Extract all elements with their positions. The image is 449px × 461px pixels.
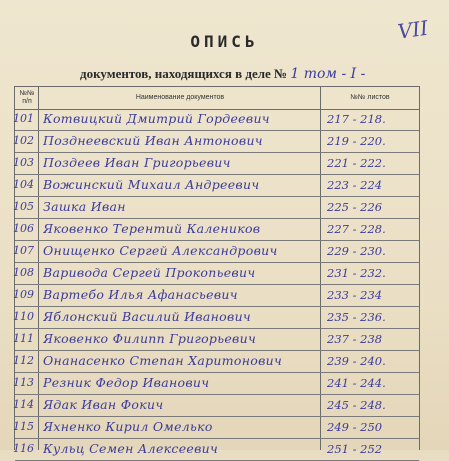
row-pages: 225 - 226 bbox=[327, 200, 383, 214]
row-number: 112 bbox=[13, 354, 34, 367]
subtitle-prefix: документов, находящихся в деле № bbox=[80, 66, 288, 81]
row-name: Варивода Сергей Прокопьевич bbox=[43, 265, 256, 280]
row-name: Онищенко Сергей Александрович bbox=[43, 243, 278, 258]
header-name: Наименование документов bbox=[135, 94, 225, 101]
row-number: 102 bbox=[13, 134, 34, 147]
table-row bbox=[15, 417, 419, 439]
table-row bbox=[15, 395, 419, 417]
row-pages: 249 - 250 bbox=[327, 420, 383, 434]
row-number: 114 bbox=[13, 398, 34, 411]
row-number: 101 bbox=[13, 112, 34, 125]
row-name: Котвицкий Дмитрий Гордеевич bbox=[43, 111, 270, 126]
row-pages: 235 - 236. bbox=[327, 310, 386, 324]
table-row bbox=[15, 351, 419, 373]
row-name: Яхненко Кирил Омелько bbox=[43, 419, 213, 434]
table-row bbox=[15, 263, 419, 285]
header-pages: №№ листов bbox=[350, 94, 390, 101]
row-pages: 245 - 248. bbox=[327, 398, 386, 412]
row-number: 104 bbox=[13, 178, 34, 191]
table-row bbox=[15, 109, 419, 131]
table-row bbox=[15, 219, 419, 241]
row-pages: 223 - 224 bbox=[327, 178, 383, 192]
row-name: Вартебо Илья Афанасьевич bbox=[43, 287, 238, 302]
row-number: 107 bbox=[13, 244, 34, 257]
row-name: Кульц Семен Алексеевич bbox=[43, 441, 219, 456]
table-header bbox=[15, 86, 419, 110]
row-pages: 241 - 244. bbox=[327, 376, 386, 390]
row-number: 109 bbox=[13, 288, 34, 301]
row-name: Зашка Иван bbox=[43, 199, 126, 214]
row-pages: 221 - 222. bbox=[327, 156, 386, 170]
row-name: Яковенко Терентий Калеников bbox=[43, 221, 261, 236]
corner-mark: VII bbox=[396, 15, 430, 44]
table-row bbox=[15, 307, 419, 329]
row-name: Яблонский Василий Иванович bbox=[43, 309, 251, 324]
table-row bbox=[15, 329, 419, 351]
subtitle bbox=[80, 66, 365, 82]
row-number: 105 bbox=[13, 200, 34, 213]
row-number: 108 bbox=[13, 266, 34, 279]
table-row bbox=[15, 285, 419, 307]
row-pages: 219 - 220. bbox=[327, 134, 386, 148]
row-pages: 229 - 230. bbox=[327, 244, 386, 258]
row-number: 110 bbox=[13, 310, 34, 323]
table-row bbox=[15, 197, 419, 219]
header-number: №№ п/п bbox=[19, 90, 35, 105]
table-row bbox=[15, 241, 419, 263]
row-pages: 233 - 234 bbox=[327, 288, 383, 302]
row-pages: 227 - 228. bbox=[327, 222, 386, 236]
inventory-table bbox=[13, 86, 420, 456]
row-number: 113 bbox=[13, 376, 34, 389]
row-name: Онанасенко Степан Харитонович bbox=[43, 353, 283, 368]
row-pages: 217 - 218. bbox=[327, 112, 386, 126]
row-name: Ядак Иван Фокич bbox=[43, 397, 164, 412]
row-pages: 231 - 232. bbox=[327, 266, 386, 280]
row-number: 106 bbox=[13, 222, 34, 235]
subtitle-handwritten: 1 том - I - bbox=[290, 66, 366, 82]
row-number: 103 bbox=[13, 156, 34, 169]
table-row bbox=[15, 373, 419, 395]
row-pages: 239 - 240. bbox=[327, 354, 386, 368]
table-row bbox=[15, 439, 419, 461]
page-title: ОПИСЬ bbox=[190, 32, 259, 51]
table-row bbox=[15, 153, 419, 175]
row-number: 115 bbox=[13, 420, 34, 433]
row-name: Яковенко Филипп Григорьевич bbox=[43, 331, 257, 346]
row-number: 116 bbox=[13, 442, 34, 455]
row-name: Позднеевский Иван Антонович bbox=[43, 133, 263, 148]
row-number: 111 bbox=[13, 332, 34, 345]
table-row bbox=[15, 131, 419, 153]
row-name: Резник Федор Иванович bbox=[43, 375, 210, 390]
row-name: Поздеев Иван Григорьевич bbox=[43, 155, 231, 170]
row-name: Вожинский Михаил Андреевич bbox=[43, 177, 260, 192]
row-pages: 237 - 238 bbox=[327, 332, 383, 346]
row-pages: 251 - 252 bbox=[327, 442, 383, 456]
table-row bbox=[15, 175, 419, 197]
